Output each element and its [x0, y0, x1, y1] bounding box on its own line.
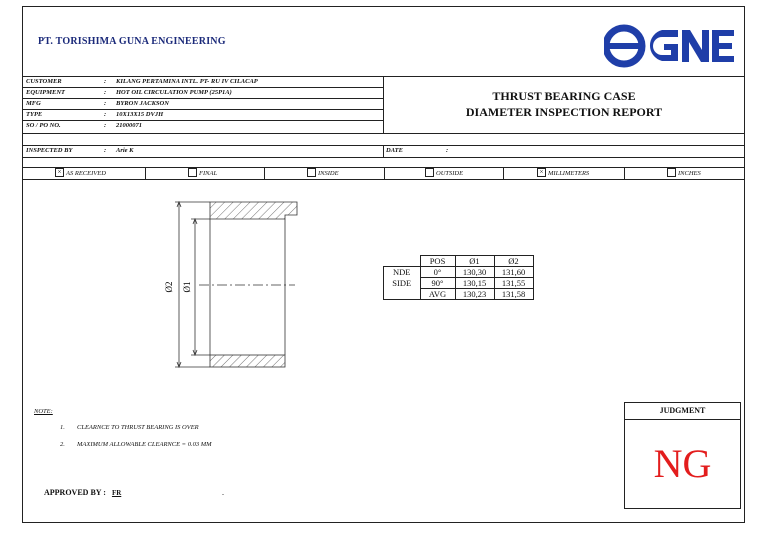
table-header: POS	[420, 256, 455, 267]
info-value: KILANG PERTAMINA INTL. PT- RU IV CILACAP	[116, 78, 258, 85]
note-1-text: CLEARNCE TO THRUST BEARING IS OVER	[77, 424, 199, 431]
info-value: BYRON JACKSON	[116, 100, 169, 107]
company-name: PT. TORISHIMA GUNA ENGINEERING	[38, 36, 226, 47]
table-cell: AVG	[420, 289, 455, 300]
divider	[22, 133, 745, 134]
approved-label: APPROVED BY	[44, 488, 102, 497]
info-value: 10X13X15 DVJH	[116, 111, 164, 118]
judgment-value: NG	[653, 441, 712, 486]
divider	[22, 157, 745, 158]
info-label: TYPE	[26, 111, 43, 118]
note-1-number: 1.	[60, 424, 65, 431]
date-label: DATE	[386, 147, 403, 154]
table-cell: 131,58	[494, 289, 533, 300]
inspection-table	[383, 255, 534, 300]
option-inside[interactable]: INSIDE	[307, 169, 339, 179]
judgment-box	[624, 402, 741, 509]
divider	[624, 167, 625, 179]
side-label: SIDE	[384, 278, 421, 289]
bearing-case-drawing	[155, 195, 305, 375]
info-label: CUSTOMER	[26, 78, 62, 85]
table-row	[384, 256, 534, 267]
note-title: NOTE:	[34, 408, 53, 415]
info-label: MFG	[26, 100, 41, 107]
divider	[22, 179, 745, 180]
inspected-value: Arie K	[116, 147, 134, 154]
table-cell: 90°	[420, 278, 455, 289]
table-cell: 0°	[420, 267, 455, 278]
report-title	[383, 88, 745, 120]
dimension-label-1: Ø1	[182, 281, 192, 293]
info-value: 21000071	[116, 122, 142, 129]
table-header: Ø2	[494, 256, 533, 267]
table-row	[384, 267, 534, 278]
table-cell: 130,23	[455, 289, 494, 300]
title-line-2: DIAMETER INSPECTION REPORT	[465, 105, 663, 119]
judgment-label: JUDGMENT	[625, 403, 740, 420]
divider	[264, 167, 265, 179]
dimension-label-2: Ø2	[164, 281, 174, 293]
company-logo	[604, 24, 736, 68]
table-cell: 130,30	[455, 267, 494, 278]
table-cell: 131,55	[494, 278, 533, 289]
divider	[384, 167, 385, 179]
checkbox-empty-icon[interactable]	[188, 168, 197, 177]
option-as-received[interactable]: × AS RECEIVED	[55, 169, 106, 179]
note-2-number: 2.	[60, 441, 65, 448]
note-2-text: MAXIMUM ALLOWABLE CLEARNCE = 0.03 MM	[77, 441, 212, 448]
option-millimeters[interactable]: × MILLIMETERS	[537, 169, 589, 179]
divider	[503, 167, 504, 179]
checkbox-empty-icon[interactable]	[307, 168, 316, 177]
approved-value: FR	[111, 489, 122, 497]
divider	[383, 145, 384, 157]
inspected-label: INSPECTED BY	[26, 147, 73, 154]
side-label: NDE	[384, 267, 421, 278]
info-value: HOT OIL CIRCULATION PUMP (25P1A)	[116, 89, 232, 96]
checkbox-checked-icon[interactable]: ×	[55, 168, 64, 177]
checkbox-empty-icon[interactable]	[667, 168, 676, 177]
checkbox-empty-icon[interactable]	[425, 168, 434, 177]
table-row	[384, 289, 534, 300]
approved-by: APPROVED BY : FR .	[44, 488, 224, 497]
option-final[interactable]: FINAL	[188, 169, 217, 179]
title-line-1: THRUST BEARING CASE	[492, 89, 636, 103]
info-label: SO / PO NO.	[26, 122, 61, 129]
option-inches[interactable]: INCHES	[667, 169, 701, 179]
checkbox-checked-icon[interactable]: ×	[537, 168, 546, 177]
table-row	[384, 278, 534, 289]
divider	[145, 167, 146, 179]
info-label: EQUIPMENT	[26, 89, 66, 96]
option-outside[interactable]: OUTSIDE	[425, 169, 463, 179]
table-header: Ø1	[455, 256, 494, 267]
table-cell: 131,60	[494, 267, 533, 278]
table-cell: 130,15	[455, 278, 494, 289]
